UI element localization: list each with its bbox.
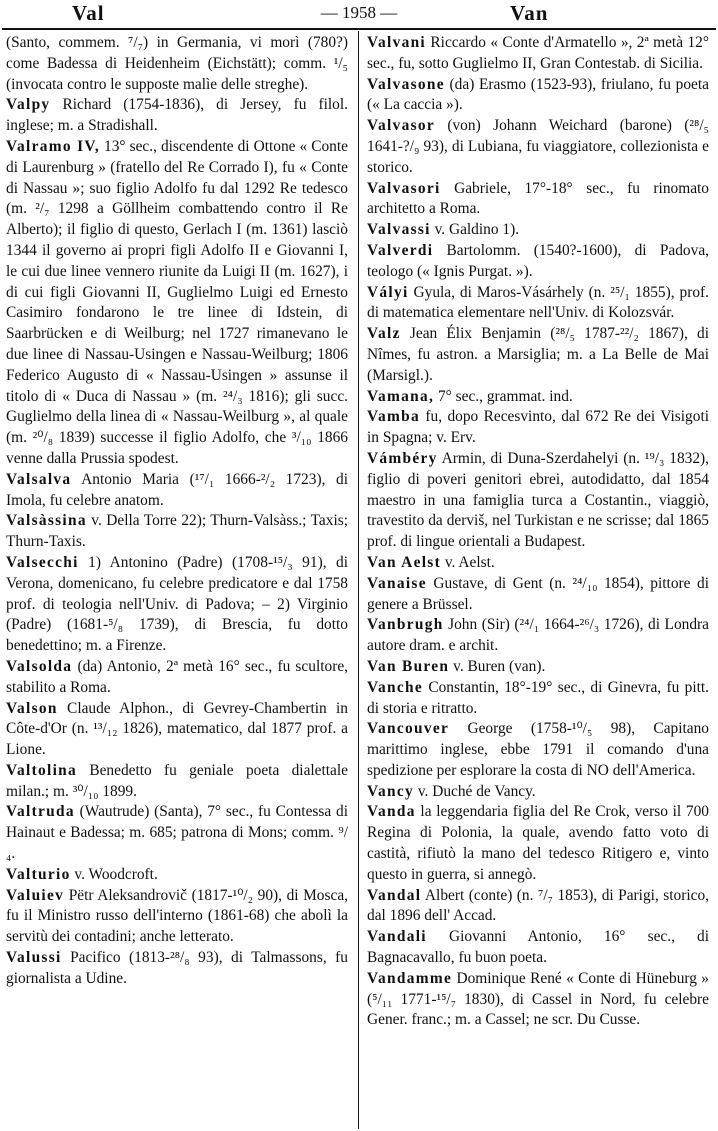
entry-text: (Santo, commem. ⁷/₇) in Germania, vi morì (780?) come Badessa di Heidenheim (Eichstätt); comm. ¹/₅ (invocata contro le supposte malìe delle streghe).	[6, 34, 348, 93]
dictionary-entry	[6, 699, 348, 761]
dictionary-entry	[367, 241, 709, 283]
dictionary-entry	[6, 657, 348, 699]
dictionary-entry	[367, 449, 709, 553]
dictionary-entry	[367, 116, 709, 178]
dictionary-entry	[367, 802, 709, 885]
entry-text: Bartolomm. (1540?-1600), di Padova, teologo (« Ignis Purgat. »).	[367, 241, 709, 280]
entry-headword: Valverdi	[367, 241, 434, 259]
dictionary-entry	[6, 948, 348, 990]
dictionary-entry	[367, 283, 709, 325]
entry-text: (von) Johann Weichard (barone) (²⁸/₅ 1641-?/₉ 93), di Lubiana, fu viaggiatore, collezionista e storico.	[367, 117, 709, 176]
entry-text: Riccardo « Conte d'Armatello », 2ª metà 12° sec., fu, sotto Guglielmo II, Gran Contestab. di Sicilia.	[367, 34, 709, 72]
entry-text: Gustave, di Gent (n. ²⁴/₁₀ 1854), pittore di genere a Brüssel.	[367, 574, 709, 613]
entry-headword: Valsalva	[6, 470, 72, 488]
entry-text: John (Sir) (²⁴/₁ 1664-²⁶/₃ 1726), di Londra autore dram. e archit.	[367, 616, 709, 655]
entry-headword: Vancouver	[367, 720, 450, 738]
header-rule	[2, 28, 716, 30]
dictionary-entry	[6, 886, 348, 948]
dictionary-entry	[367, 179, 709, 221]
right-column	[367, 33, 709, 1127]
entry-headword: Valramo IV,	[6, 137, 100, 155]
left-column	[6, 33, 348, 1127]
entry-headword: Valz	[367, 325, 401, 343]
entry-text: v. Aelst.	[441, 553, 495, 571]
entry-headword: Valvasor	[367, 117, 435, 135]
entry-headword: Valpy	[6, 96, 51, 114]
entry-text: Dominique René « Conte di Hüneburg » (⁵/₁₁ 1771-¹⁵/₇ 1830), di Cassel in Nord, fu celebre Gener. franc.; m. a Cassel; ne scr. Du Cusse.	[367, 969, 709, 1029]
entry-text: Gabriele, 17°-18° sec., fu rinomato architetto a Roma.	[367, 179, 709, 218]
entry-text: Antonio Maria (¹⁷/₁ 1666-²/₂ 1723), di Imola, fu celebre anatom.	[6, 470, 348, 509]
dictionary-entry	[367, 33, 709, 75]
dictionary-entry	[367, 782, 709, 803]
entry-headword: Vanche	[367, 678, 423, 696]
dictionary-entry	[367, 927, 709, 969]
dictionary-entry	[6, 511, 348, 553]
entry-headword: Vancy	[367, 782, 414, 800]
header-left-word: Val	[72, 1, 105, 25]
entry-text: fu, dopo Recesvinto, dal 672 Re dei Visigoti in Spagna; v. Erv.	[367, 408, 709, 447]
entry-text: Jean Élix Benjamin (²⁸/₅ 1787-²²/₂ 1867), di Nîmes, fu astron. a Marsiglia; m. a La Belle de Mai (Marsigl.).	[367, 325, 709, 384]
entry-text: Armin, di Duna-Szerdahelyi (n. ¹⁹/₃ 1832), figlio di poveri genitori ebrei, autodidatto, dal 1854 maestro in una famiglia turca a Costantin., viaggiò, travestito da derviš, nel Turkistan e ne scrisse; dal 1865 prof. di lingue orientali a Budapest.	[367, 449, 709, 551]
dictionary-entry	[367, 678, 709, 720]
entry-text: Richard (1754-1836), di Jersey, fu filol. inglese; m. a Stradishall.	[6, 96, 348, 135]
entry-text: v. Galdino 1).	[430, 221, 520, 239]
dictionary-entry	[367, 886, 709, 928]
entry-text: 1) Antonino (Padre) (1708-¹⁵/₃ 91), di Verona, domenicano, fu celebre predicatore e dal 1758 prof. di teologia nell'Univ. di Padova; – 2) Virginio (Padre) (1681-⁵/₈ 1739), di Brescia, fu dotto benedettino; m. a Firenze.	[6, 553, 348, 655]
entry-text: (da) Erasmo (1523-93), friulano, fu poeta (« La caccia »).	[367, 75, 709, 114]
entry-text: la leggendaria figlia del Re Crok, verso il 700 Regina di Polonia, la quale, avendo fatto voto di castità, rifiutò la mano del tedesco Ritigero e, vinto questo in guerra, si annegò.	[367, 803, 709, 883]
entry-headword: Van Buren	[367, 657, 450, 675]
entry-text: Claude Alphon., di Gevrey-Chambertin in Côte-d'Or (n. ¹³/₁₂ 1826), matematico, dal 1877 prof. a Lione.	[6, 699, 348, 759]
entry-headword: Vandali	[367, 928, 427, 946]
dictionary-entry	[6, 802, 348, 864]
entry-headword: Valvasori	[367, 179, 441, 197]
entry-text: George (1758-¹⁰/₅ 98), Capitano marittimo inglese, ebbe 1791 il comando d'una spedizione per esplorare la costa di NO dell'America.	[367, 720, 709, 779]
entry-headword: Valuiev	[6, 886, 65, 904]
entry-headword: Vanaise	[367, 574, 427, 592]
entry-text: 7° sec., grammat. ind.	[434, 387, 573, 405]
entry-headword: Valvani	[367, 34, 426, 51]
entry-text: v. Buren (van).	[449, 657, 546, 675]
entry-headword: Valvassi	[367, 221, 431, 239]
dictionary-entry	[6, 553, 348, 657]
entry-headword: Vandamme	[367, 969, 453, 987]
entry-headword: Vamana,	[367, 387, 435, 405]
dictionary-entry	[367, 324, 709, 386]
entry-headword: Vamba	[367, 408, 420, 426]
entry-headword: Valussi	[6, 949, 62, 967]
entry-headword: Vanbrugh	[367, 616, 444, 634]
entry-headword: Valson	[6, 699, 58, 717]
dictionary-entry	[6, 865, 348, 886]
entry-text: v. Woodcroft.	[70, 865, 158, 883]
entry-headword: Valtolina	[6, 761, 77, 779]
dictionary-entry	[367, 719, 709, 781]
column-divider	[358, 31, 359, 1129]
entry-text: v. Della Torre 22); Thurn-Valsàss.; Taxis; Thurn-Taxis.	[6, 512, 348, 551]
dictionary-entry	[367, 553, 709, 574]
entry-headword: Valsolda	[6, 657, 73, 675]
entry-text: Pacifico (1813-²⁸/₈ 93), di Talmassons, fu giornalista a Udine.	[6, 949, 348, 987]
dictionary-entry	[367, 220, 709, 241]
entry-text: Gyula, di Maros-Vásárhely (n. ²⁵/₁ 1855), prof. di matematica elementare nell'Univ. di Kolozsvár.	[367, 283, 709, 322]
dictionary-entry	[367, 75, 709, 117]
dictionary-entry	[367, 574, 709, 616]
entry-headword: Vandal	[367, 886, 422, 904]
dictionary-entry	[367, 657, 709, 678]
entry-text: (Wautrude) (Santa), 7° sec., fu Contessa di Hainaut e Badessa; m. 685; patrona di Mons; comm. ⁹/₄.	[6, 803, 348, 863]
entry-text: (da) Antonio, 2ª metà 16° sec., fu scultore, stabilito a Roma.	[6, 657, 348, 696]
dictionary-entry	[6, 470, 348, 512]
entry-headword: Vályi	[367, 283, 409, 301]
entry-headword: Van Aelst	[367, 553, 441, 571]
entry-text: 13° sec., discendente di Ottone « Conte di Laurenburg » (fratello del Re Corrado I), fu « Conte di Nassau »; suo figlio Adolfo fu dal 1292 Re tedesco (m. ²/₇ 1298 a Göllheim combattendo contro il Re Alberto); il figlio di questo, Gerlach I (m. 1361) lasciò 1344 il governo ai propri figli Adolfo II e Giovanni I, le cui due linee vennero riunite da Luigi II (m. 1627), i di cui figli Giovanni II, Guglielmo Luigi ed Ernesto Casimiro fondarono le tre linee di Idstein, di Saarbrücken e di Weilburg; nel 1727 rimanevano le due linee di Nassau-Usingen e Nassau-Weilburg; 1806 Federico Augusto di « Nassau-Usingen » assunse il titolo di « Duca di Nassau » (m. ²⁴/₃ 1816); gli succ. Guglielmo della linea di « Nassau-Weilburg », al quale (m. ²⁰/₈ 1839) successe il figlio Adolfo, che ³/₁₀ 1866 venne dalla Prussia spodest.	[6, 137, 348, 467]
dictionary-entry	[6, 761, 348, 803]
entry-headword: Valturio	[6, 865, 71, 883]
entry-text: Benedetto fu geniale poeta dialettale milan.; m. ³⁰/₁₀ 1899.	[6, 761, 348, 800]
entry-text: Giovanni Antonio, 16° sec., di Bagnacavallo, fu buon poeta.	[367, 928, 709, 967]
dictionary-entry	[367, 387, 709, 408]
page-header	[0, 0, 718, 26]
entry-headword: Valsecchi	[6, 553, 79, 571]
dictionary-entry	[6, 33, 348, 95]
entry-headword: Vámbéry	[367, 449, 438, 467]
header-right-word: Van	[510, 1, 549, 25]
entry-text: Constantin, 18°-19° sec., di Ginevra, fu pitt. di storia e ritratto.	[367, 678, 709, 717]
entry-headword: Vanda	[367, 803, 416, 821]
entry-headword: Valtruda	[6, 803, 75, 821]
entry-headword: Valvasone	[367, 75, 445, 93]
dictionary-entry	[367, 615, 709, 657]
page-number: — 1958 —	[320, 3, 398, 22]
dictionary-entry	[367, 969, 709, 1031]
entry-text: Pëtr Aleksandrovič (1817-¹⁰/₂ 90), di Mosca, fu il Ministro russo dell'interno (1861-68) che abolì la servitù dei contadini; anche letterato.	[6, 886, 348, 946]
entry-text: v. Duché de Vancy.	[413, 782, 536, 800]
dictionary-entry	[367, 407, 709, 449]
entry-headword: Valsàssina	[6, 512, 87, 530]
dictionary-entry	[6, 95, 348, 137]
dictionary-entry	[6, 137, 348, 470]
entry-text: Albert (conte) (n. ⁷/₇ 1853), di Parigi, storico, dal 1896 dell' Accad.	[367, 886, 709, 925]
